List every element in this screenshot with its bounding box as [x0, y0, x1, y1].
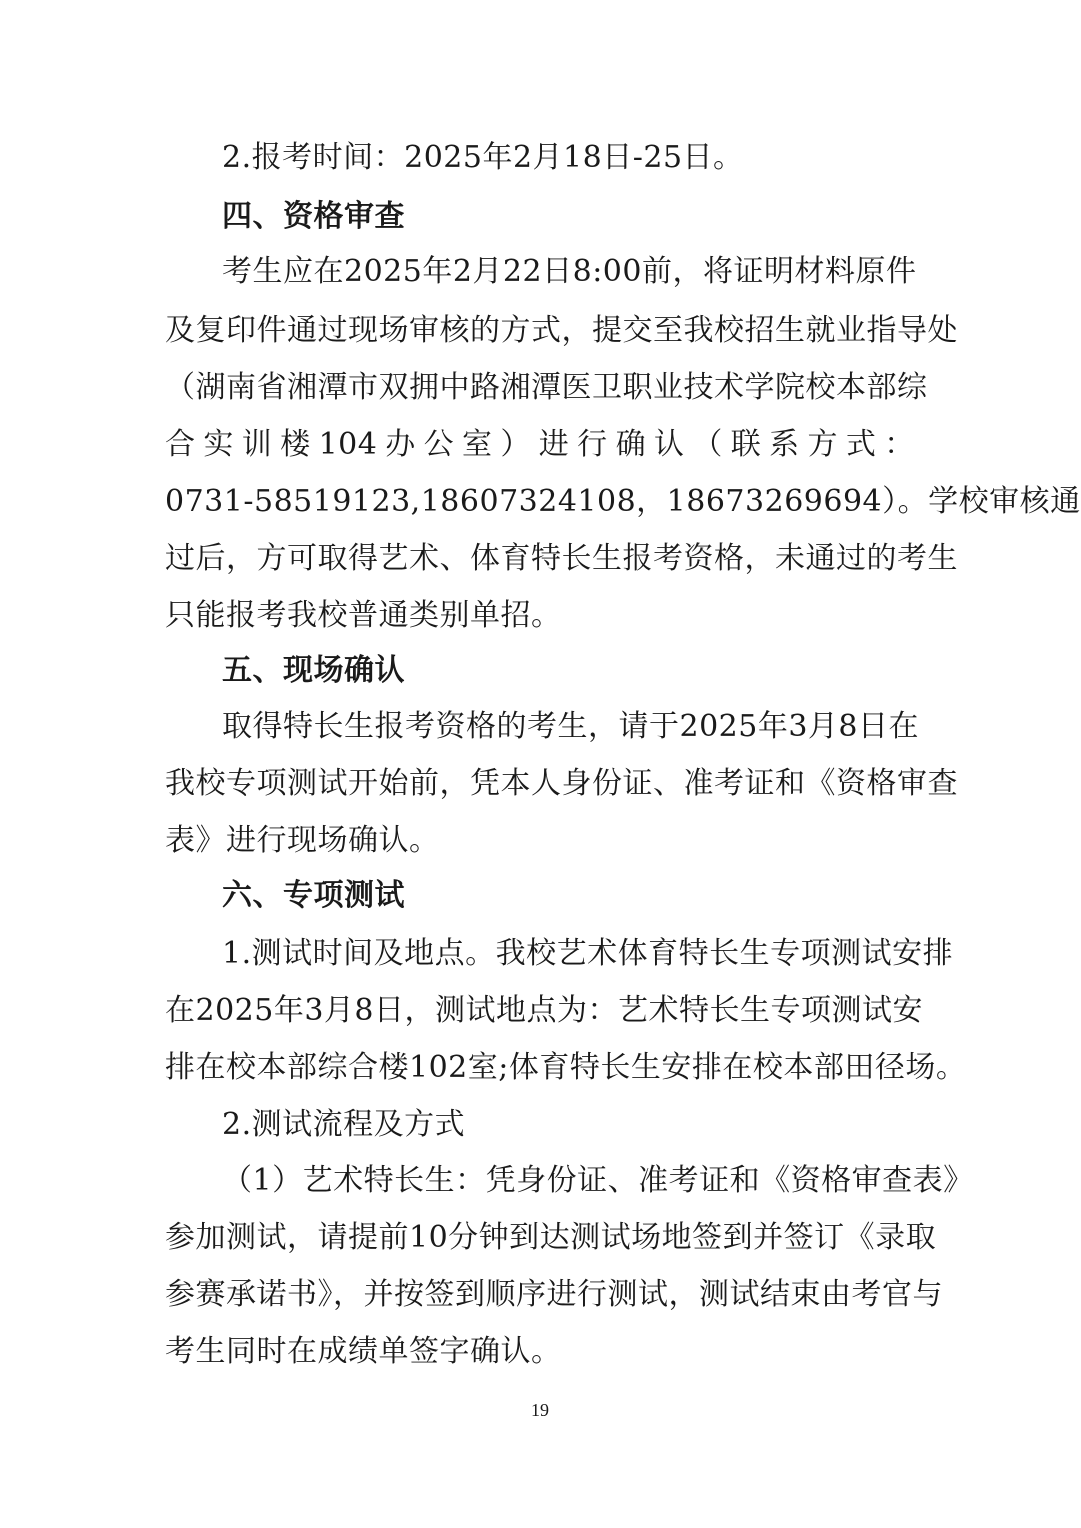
word: 式	[845, 427, 877, 462]
word: 实	[203, 427, 234, 462]
paragraph-line: 及复印件通过现场审核的方式，提交至我校招生就业指导处	[165, 313, 958, 348]
paragraph-line: 0731-58519123,18607324108，18673269694）。学校审核通	[165, 484, 1081, 519]
word: （	[692, 427, 723, 462]
word: 室	[462, 427, 493, 462]
word: 行	[577, 427, 608, 462]
paragraph-line: 取得特长生报考资格的考生，请于2025年3月8日在	[222, 709, 920, 744]
word: 楼	[280, 427, 311, 462]
word: 104	[318, 427, 378, 462]
paragraph-line: 表》进行现场确认。	[165, 823, 440, 858]
paragraph-line: 我校专项测试开始前，凭本人身份证、准考证和《资格审查	[165, 766, 958, 801]
paragraph-line: 只能报考我校普通类别单招。	[165, 598, 562, 633]
paragraph-line: 2.测试流程及方式	[222, 1107, 466, 1142]
section-heading: 六、专项测试	[222, 878, 405, 913]
section-heading: 五、现场确认	[222, 653, 405, 688]
word: 公	[423, 427, 455, 462]
paragraph-line: 在2025年3月8日，测试地点为：艺术特长生专项测试安	[165, 993, 924, 1028]
paragraph-line-justified	[165, 425, 915, 465]
word: 进	[538, 427, 570, 462]
paragraph-line: 2.报考时间：2025年2月18日-25日。	[222, 140, 744, 175]
paragraph-line: （湖南省湘潭市双拥中路湘潭医卫职业技术学院校本部综	[165, 370, 928, 405]
paragraph-line: （1）艺术特长生：凭身份证、准考证和《资格审查表》	[222, 1163, 974, 1198]
paragraph-line: 排在校本部综合楼102室;体育特长生安排在校本部田径场。	[165, 1050, 967, 1085]
word: ）	[500, 427, 531, 462]
word: 确	[615, 427, 647, 462]
word: 认	[653, 427, 685, 462]
word: 联	[730, 427, 762, 462]
paragraph-line: 参赛承诺书》，并按签到顺序进行测试，测试结束由考官与	[165, 1277, 943, 1312]
word: 办	[385, 427, 416, 462]
word: 系	[769, 427, 800, 462]
word: ：	[884, 427, 915, 462]
paragraph-line: 考生同时在成绩单签字确认。	[165, 1334, 562, 1369]
paragraph-line: 参加测试，请提前10分钟到达测试场地签到并签订《录取	[165, 1220, 937, 1255]
word: 合	[165, 427, 196, 462]
page-number: 19	[531, 1400, 549, 1420]
paragraph-line: 1.测试时间及地点。我校艺术体育特长生专项测试安排	[222, 936, 954, 971]
section-heading: 四、资格审查	[222, 199, 405, 234]
word: 训	[241, 427, 273, 462]
word: 方	[807, 427, 839, 462]
paragraph-line: 过后，方可取得艺术、体育特长生报考资格，未通过的考生	[165, 541, 958, 576]
paragraph-line: 考生应在2025年2月22日8:00前，将证明材料原件	[222, 254, 917, 289]
